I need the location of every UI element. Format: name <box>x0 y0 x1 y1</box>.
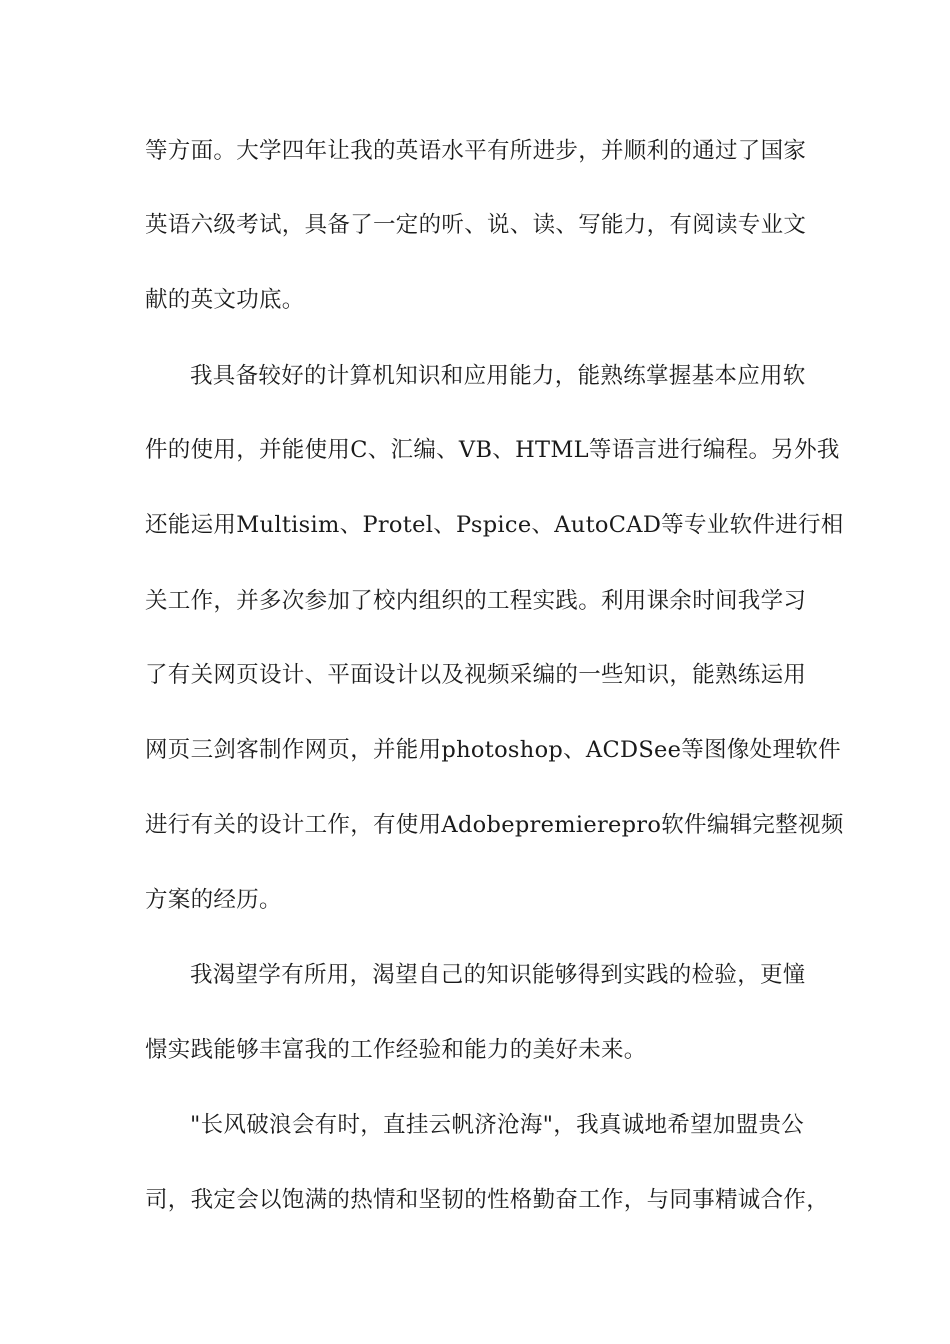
paragraph-line: 我具备较好的计算机知识和应用能力，能熟练掌握基本应用软 <box>190 363 806 389</box>
paragraph-line: 司，我定会以饱满的热情和坚韧的性格勤奋工作，与同事精诚合作， <box>145 1187 830 1213</box>
paragraph-line: 件的使用，并能使用C、汇编、VB、HTML等语言进行编程。另外我 <box>145 437 840 463</box>
paragraph-line: 进行有关的设计工作，有使用Adobepremierepro软件编辑完整视频 <box>145 812 844 838</box>
paragraph-line: 等方面。大学四年让我的英语水平有所进步，并顺利的通过了国家 <box>145 138 807 164</box>
paragraph-line: "长风破浪会有时，直挂云帆济沧海"，我真诚地希望加盟贵公 <box>190 1112 805 1138</box>
paragraph-line: 网页三剑客制作网页，并能用photoshop、ACDSee等图像处理软件 <box>145 737 841 763</box>
paragraph-line: 关工作，并多次参加了校内组织的工程实践。利用课余时间我学习 <box>145 588 807 614</box>
paragraph-line: 憬实践能够丰富我的工作经验和能力的美好未来。 <box>145 1037 647 1063</box>
paragraph-line: 方案的经历。 <box>145 887 282 913</box>
paragraph-line: 我渴望学有所用，渴望自己的知识能够得到实践的检验，更憧 <box>190 962 806 988</box>
paragraph-line: 了有关网页设计、平面设计以及视频采编的一些知识，能熟练运用 <box>145 662 807 688</box>
paragraph-line: 还能运用Multisim、Protel、Pspice、AutoCAD等专业软件进行相 <box>145 512 844 538</box>
paragraph-line: 献的英文功底。 <box>145 287 305 313</box>
paragraph-line: 英语六级考试，具备了一定的听、说、读、写能力，有阅读专业文 <box>145 212 807 238</box>
